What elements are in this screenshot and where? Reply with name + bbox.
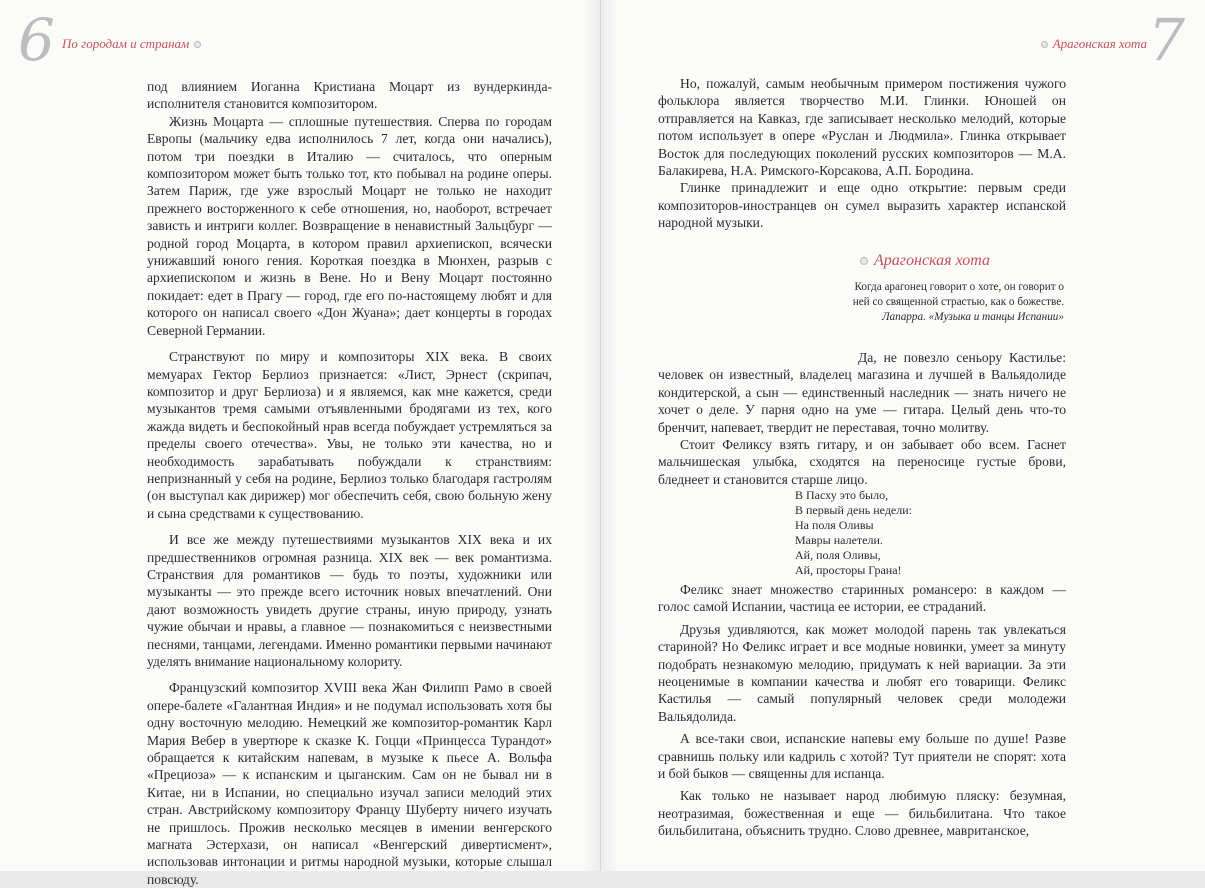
running-head bbox=[62, 36, 201, 52]
paragraph: Французский композитор XVIII века Жан Филипп Рамо в своей опере-балете «Галантная Индия» и не подумал использовать хотя бы одну восточную мелодию. Немецкий же композитор-романтик Карл Мария Вебер в увертюре к сказке К. Гоцци «Принцесса Турандот» обращается к китайским напевам, в музыке к пьесе А. Вольфа «Прециоза» — к испанским и цыганским. Сам он не бывал ни в Китае, ни в Испании, но специально изучал записи мелодий этих стран. Австрийскому композитору Францу Шуберту ничего изучать не пришлось. Прожив несколько месяцев в имении венгерского магната Эстерхази, он написал «Венгерский дивертисмент», использовав интонации и ритмы народной музыки, которые слышал повсюду. bbox=[147, 680, 552, 887]
paragraph: Стоит Феликсу взять гитару, и он забывает обо всем. Гаснет мальчишеская улыбка, сходятся на переносице густые брови, бледнеет и становится старше лицо. bbox=[658, 437, 1066, 487]
section-title: Арагонская хота bbox=[874, 252, 991, 269]
paragraph: Феликс знает множество старинных романсеро: в каждом — голос самой Испании, частица ее истории, ее страданий. bbox=[658, 582, 1066, 615]
running-head bbox=[1041, 36, 1147, 52]
paragraph: А все-таки свои, испанские напевы ему больше по душе! Разве сравнишь польку или кадриль с хотой? Тут приятели не спорят: хота и бой быков — священны для испанца. bbox=[658, 731, 1066, 782]
left-page bbox=[0, 0, 601, 887]
paragraph: Но, пожалуй, самым необычным примером постижения чужого фольклора является творчество М.И. Глинки. Юношей он отправляется на Кавказ, где записывает несколько мелодий, которые потом использует в опере «Руслан и Людмила». Глинка открывает Восток для последующих поколений русских композиторов — М.А. Балакирева, Н.А. Римского-Корсакова, А.П. Бородина. bbox=[658, 76, 1066, 179]
body-text-bottom bbox=[658, 581, 1066, 840]
poem-line: Ай, просторы Грана! bbox=[795, 563, 902, 577]
paragraph: Жизнь Моцарта — сплошные путешествия. Сперва по городам Европы (мальчику едва исполнилось 7 лет, когда они начались), потом три поездки в Италию — считалось, что оперным композитором может быть только тот, кто побывал на родине оперы. Затем Париж, где уже взрослый Моцарт не только не находит прежнего восторженного к себе отношения, но, наоборот, встречает зависть и интриги коллег. Возвращение в ненавистный Зальцбург — родной город Моцарта, в котором правил архиепископ, всячески унижавший юного гения. Короткая поездка в Мюнхен, разрыв с архиепископом и жизнь в Вене. Но и Вену Моцарт постоянно покидает: едет в Прагу — город, где его по-настоящему любят и для которого он написал своего «Дон Жуана»; дает концерты в городах Северной Германии. bbox=[147, 113, 552, 338]
body-text-middle bbox=[658, 349, 1066, 488]
epigraph-source: Лапарра. «Музыка и танцы Испании» bbox=[881, 311, 1064, 323]
paragraph: Да, не повезло сеньору Кастилье: человек он известный, владелец магазина и лучшей в Вальядолиде кондитерской, а сын — единственный наследник — знать ничего не хочет о деле. У парня одно на уме — гитара. Целый день что-то бренчит, напевает, твердит не переставая, точно молитву. bbox=[658, 350, 1066, 435]
paragraph: Странствуют по миру и композиторы XIX века. В своих мемуарах Гектор Берлиоз признается: «Лист, Эрнест (скрипач, композитор и друг Берлиоза) и я являемся, как мне кажется, среди музыкантов тремя самыми отъявленными бродягами из тех, кого жажда видеть и беспокойный нрав всегда побуждает устремляться за пределы своего отечества». Увы, не только эти качества, но и необходимость зарабатывать побуждали к странствиям: непризнанный у себя на родине, Берлиоз только благодаря гастролям (он выступал как дирижер) мог обеспечить себя, свою больную жену и сына средствами к существованию. bbox=[147, 349, 552, 521]
epigraph bbox=[850, 280, 1064, 325]
running-head-label: Арагонская хота bbox=[1052, 36, 1147, 51]
paragraph: Друзья удивляются, как может молодой парень так увлекаться стариной? Но Феликс играет и все модные новинки, умеет за минуту подобрать незнакомую мелодию, придумать к ней вариации. За эти неоценимые в компании качества и любят его товарищи. Феликс Кастилья — самый популярный человек среди молодежи Вальядолида. bbox=[658, 621, 1066, 724]
paragraph: Как только не называет народ любимую пляску: безумная, неотразимая, божественная и еще — бильбилитана. Что такое бильбилитана, объяснить трудно. Слово древнее, мавританское, bbox=[658, 788, 1066, 839]
ornament-dot-icon bbox=[860, 257, 868, 265]
poem-line: Мавры налетели. bbox=[795, 533, 883, 547]
poem-line: Ай, поля Оливы, bbox=[795, 548, 881, 562]
poem-line: В первый день недели: bbox=[795, 503, 912, 517]
gutter-shadow bbox=[582, 0, 600, 871]
page-number: 7 bbox=[1148, 6, 1185, 74]
gutter-shadow bbox=[601, 0, 619, 871]
section-heading bbox=[860, 252, 990, 270]
body-text-top bbox=[658, 75, 1066, 232]
paragraph: под влиянием Иоганна Кристиана Моцарт из вундеркинда-исполнителя становится композитором. bbox=[147, 79, 552, 112]
body-text bbox=[147, 78, 552, 888]
epigraph-text: Когда арагонец говорит о хоте, он говорит о ней со священной страстью, как о божестве. bbox=[852, 281, 1064, 308]
paragraph: И все же между путешествиями музыкантов XIX века и их предшественников огромная разница. XIX век — век романтизма. Странствия для романтиков — будь то поэты, художники или музыканты — это прежде всего источник новых впечатлений. Они дают возможность увидеть другие страны, иную природу, узнать чужие обычаи и нравы, а главное — познакомиться с неизвестными песнями, танцами, легендами. Именно романтики первыми начинают уделять внимание национальному колориту. bbox=[147, 532, 552, 669]
poem-line: В Пасху это было, bbox=[795, 488, 889, 502]
ornament-dot-icon bbox=[1041, 41, 1048, 48]
ornament-dot-icon bbox=[194, 41, 201, 48]
poem bbox=[795, 488, 912, 578]
poem-line: На поля Оливы bbox=[795, 518, 874, 532]
running-head-label: По городам и странам bbox=[62, 36, 190, 51]
paragraph: Глинке принадлежит и еще одно открытие: первым среди композиторов-иностранцев он сумел выразить характер испанской народной музыки. bbox=[658, 180, 1066, 231]
page-number: 6 bbox=[18, 6, 55, 74]
